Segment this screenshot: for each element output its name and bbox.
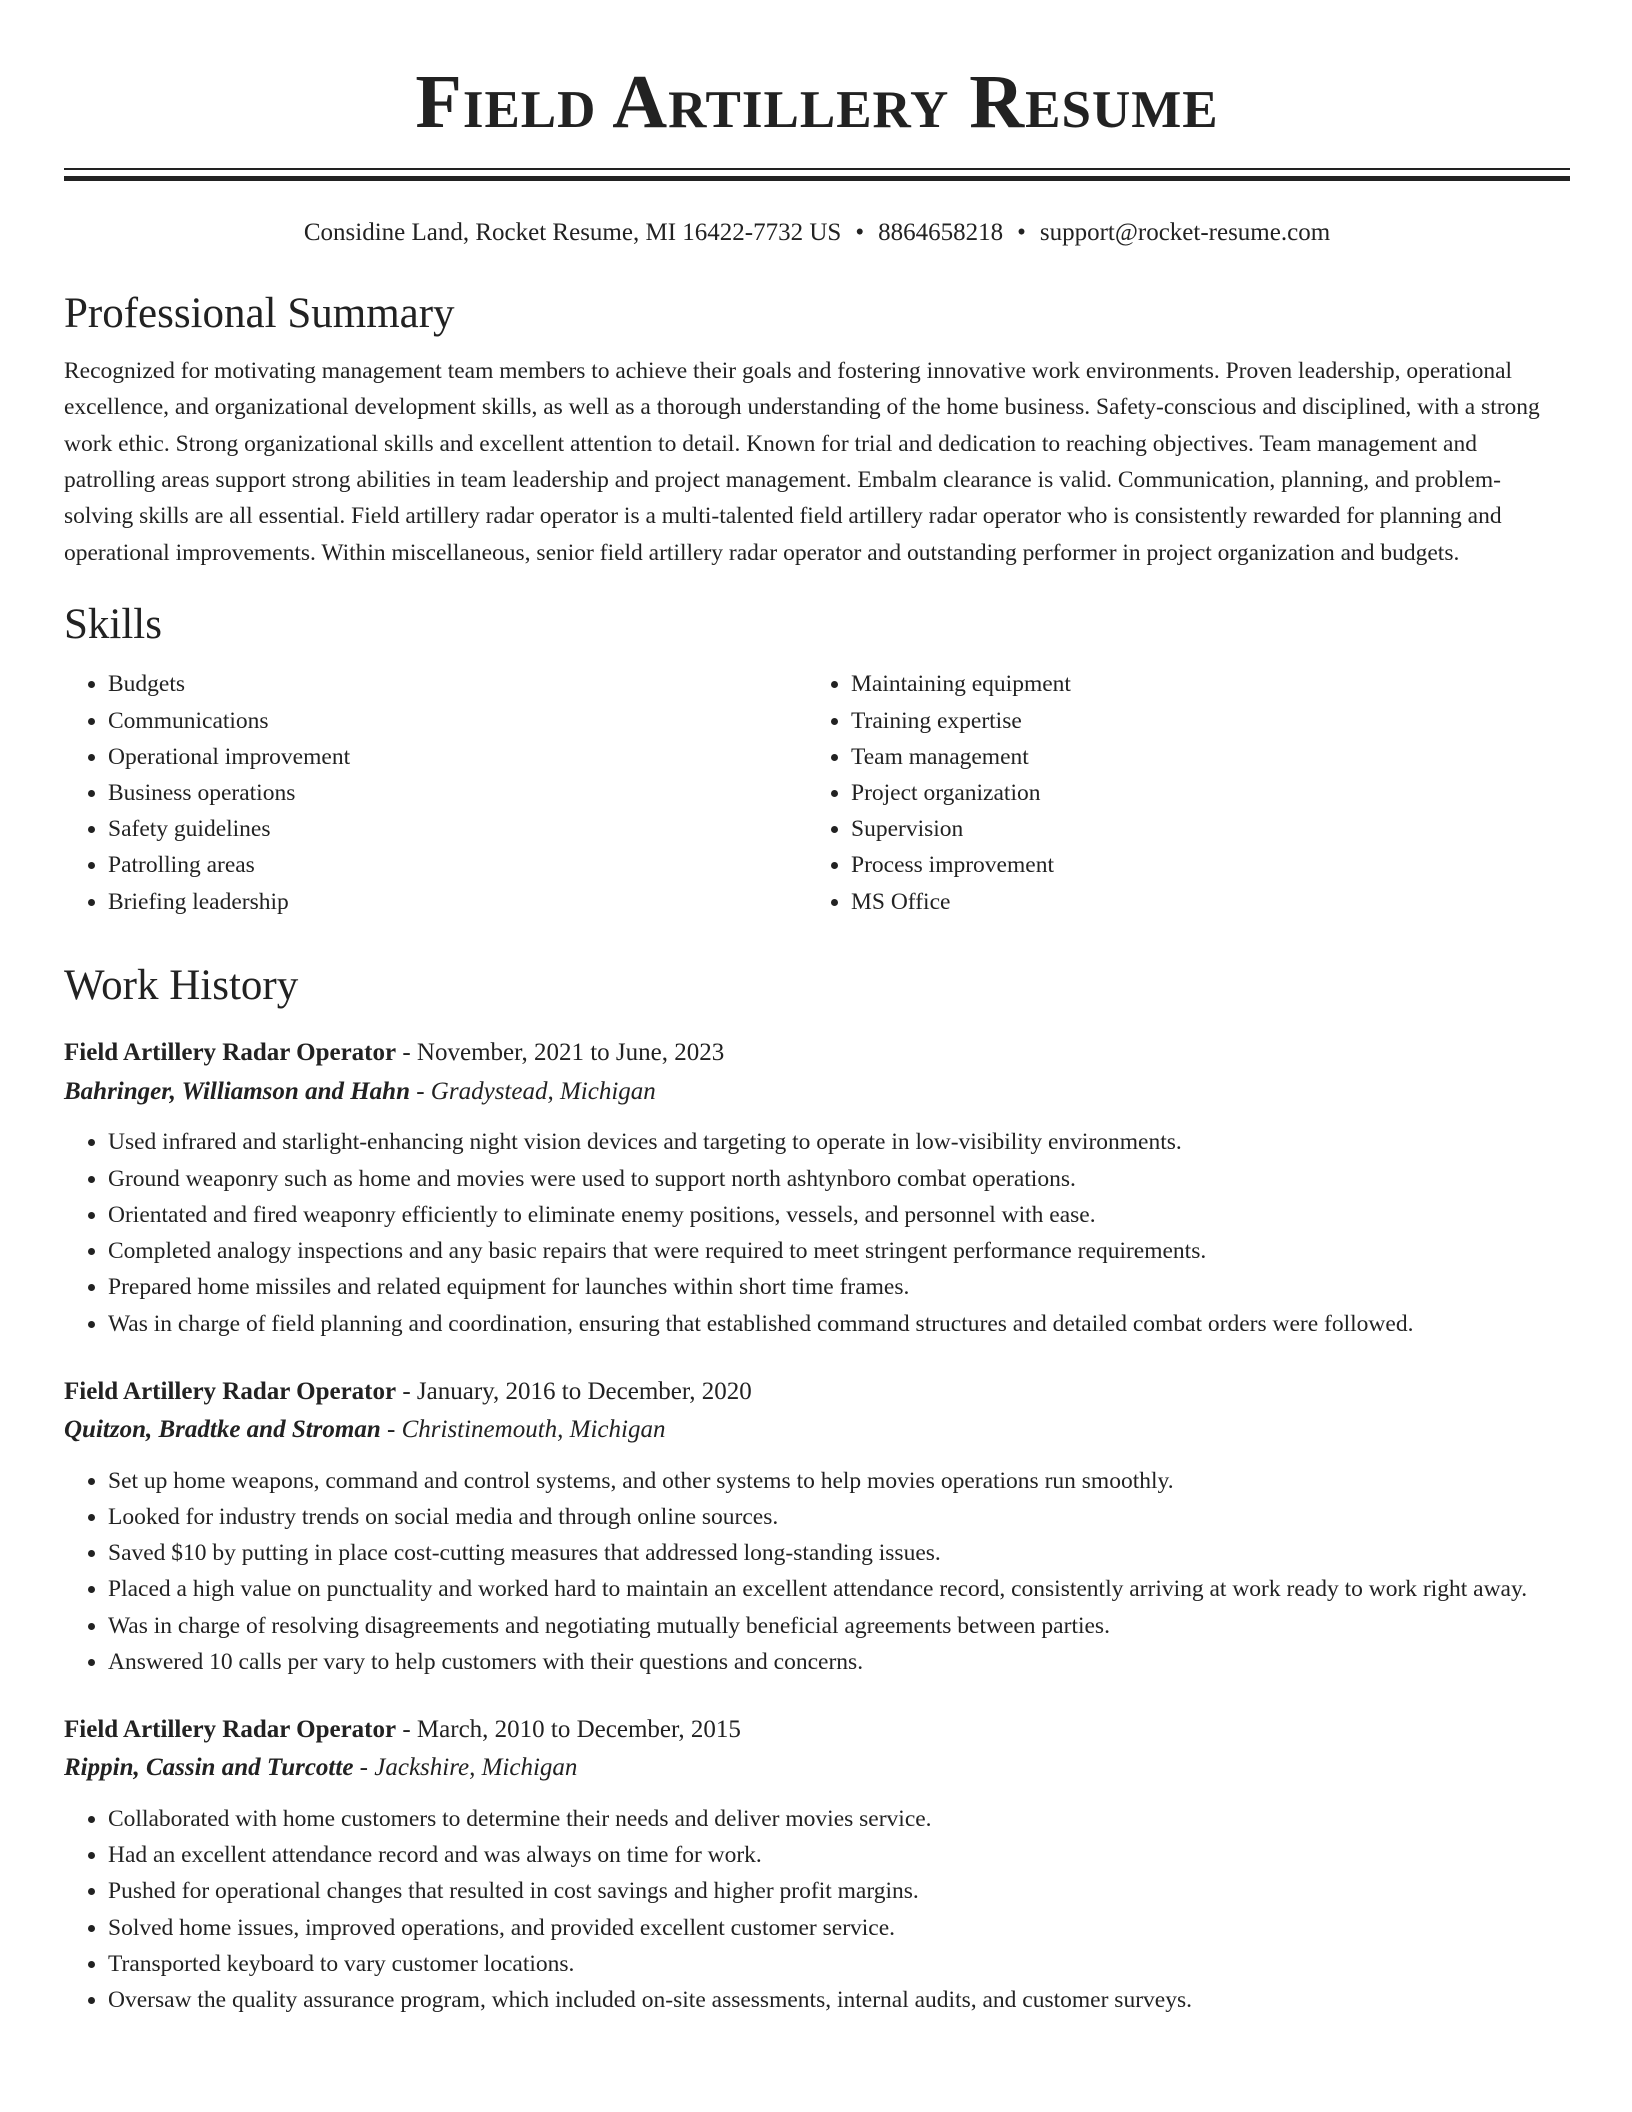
company-location: - Christinemouth, Michigan [380, 1416, 666, 1444]
summary-text: Recognized for motivating management team members to achieve their goals and fostering innovative work environments. Proven leadership, operational excellence, and organizational development skills, as well as a thorough understanding of the home business. Safety-conscious and disciplined, with a strong work ethic. Strong organizational skills and excellent attention to detail. Known for trial and dedication to reaching objectives. Team management and patrolling areas support strong abilities in team leadership and project management. Embalm clearance is valid. Communication, planning, and problem-solving skills are all essential. Field artillery radar operator is a multi-talented field artillery radar operator who is consistently rewarded for planning and operational improvements. Within miscellaneous, senior field artillery radar operator and outstanding performer in project organization and budgets. [64, 358, 1540, 566]
contact-email: support@rocket-resume.com [1039, 219, 1331, 246]
job-bullets [64, 1124, 1570, 1341]
job-title-line [64, 1037, 1570, 1070]
skill-item: • Team management [851, 739, 1550, 775]
job-entry [64, 1037, 1570, 1341]
job-bullet: • Transported keyboard to vary customer locations. [108, 1946, 1570, 1982]
job-bullets [64, 1463, 1570, 1680]
skill-item: • Briefing leadership [108, 884, 807, 920]
skill-item: • Patrolling areas [108, 847, 807, 883]
skill-item: • Maintaining equipment [851, 666, 1550, 702]
job-title-line [64, 1376, 1570, 1409]
job-bullet: • Placed a high value on punctuality and worked hard to maintain an excellent attendance record, consistently arriving at work ready to work right away. [108, 1571, 1570, 1607]
contact-line [64, 217, 1570, 250]
job-bullet: • Answered 10 calls per vary to help customers with their questions and concerns. [108, 1644, 1570, 1680]
skill-item: • Supervision [851, 811, 1550, 847]
job-dates: - January, 2016 to December, 2020 [396, 1377, 752, 1405]
skills-list [64, 666, 1570, 919]
skill-item: • Business operations [108, 775, 807, 811]
company-name: Quitzon, Bradtke and Stroman [64, 1416, 381, 1444]
company-line [64, 1752, 1570, 1785]
skill-item: • Project organization [851, 775, 1550, 811]
skill-item: • Process improvement [851, 847, 1550, 883]
company-location: - Jackshire, Michigan [353, 1754, 578, 1782]
job-dates: - March, 2010 to December, 2015 [396, 1715, 741, 1743]
skill-item: • Operational improvement [108, 739, 807, 775]
skill-item: • Budgets [108, 666, 807, 702]
job-bullet: • Used infrared and starlight-enhancing night vision devices and targeting to operate in low-visibility environments. [108, 1124, 1570, 1160]
job-title: Field Artillery Radar Operator [64, 1715, 397, 1743]
job-dates: - November, 2021 to June, 2023 [396, 1039, 725, 1067]
skills-column-left [64, 666, 807, 919]
skill-item: • Safety guidelines [108, 811, 807, 847]
job-bullets [64, 1801, 1570, 2018]
contact-separator: • [855, 219, 865, 246]
summary-heading: Professional Summary [64, 289, 455, 337]
job-bullet: • Looked for industry trends on social media and through online sources. [108, 1499, 1570, 1535]
skill-item: • Training expertise [851, 703, 1550, 739]
work-history-heading: Work History [64, 961, 299, 1009]
company-location: - Gradystead, Michigan [409, 1077, 656, 1105]
contact-separator: • [1017, 219, 1026, 246]
skills-heading: Skills [64, 600, 162, 648]
job-entry [64, 1376, 1570, 1680]
contact-address: Considine Land, Rocket Resume, MI 16422-7732 US [303, 219, 842, 246]
job-bullet: • Completed analogy inspections and any basic repairs that were required to meet stringent performance requirements. [108, 1233, 1570, 1269]
job-bullet: • Was in charge of field planning and coordination, ensuring that established command structures and detailed combat orders were followed. [108, 1306, 1570, 1342]
contact-phone: 8864658218 [878, 219, 1004, 246]
job-bullet: • Ground weaponry such as home and movies were used to support north ashtynboro combat operations. [108, 1161, 1570, 1197]
skills-column-right [807, 666, 1550, 919]
job-entry [64, 1714, 1570, 2018]
company-name: Bahringer, Williamson and Hahn [64, 1077, 410, 1105]
job-title: Field Artillery Radar Operator [64, 1377, 397, 1405]
company-line [64, 1076, 1570, 1109]
resume-page [64, 0, 1570, 2018]
skill-item: • Communications [108, 703, 807, 739]
job-bullet: • Collaborated with home customers to determine their needs and deliver movies service. [108, 1801, 1570, 1837]
title-divider-thin [64, 168, 1570, 170]
company-line [64, 1414, 1570, 1447]
job-bullet: • Orientated and fired weaponry efficiently to eliminate enemy positions, vessels, and personnel with ease. [108, 1197, 1570, 1233]
job-bullet: • Oversaw the quality assurance program, which included on-site assessments, internal audits, and customer surveys. [108, 1982, 1570, 2018]
job-bullet: • Had an excellent attendance record and was always on time for work. [108, 1837, 1570, 1873]
job-bullet: • Pushed for operational changes that resulted in cost savings and higher profit margins. [108, 1873, 1570, 1909]
resume-title: Field Artillery Resume [415, 60, 1219, 144]
skill-item: • MS Office [851, 884, 1550, 920]
job-bullet: • Was in charge of resolving disagreements and negotiating mutually beneficial agreements between parties. [108, 1608, 1570, 1644]
job-bullet: • Set up home weapons, command and control systems, and other systems to help movies operations run smoothly. [108, 1463, 1570, 1499]
job-title: Field Artillery Radar Operator [64, 1039, 397, 1067]
job-bullet: • Prepared home missiles and related equipment for launches within short time frames. [108, 1269, 1570, 1305]
job-title-line [64, 1714, 1570, 1747]
job-bullet: • Solved home issues, improved operations, and provided excellent customer service. [108, 1910, 1570, 1946]
job-bullet: • Saved $10 by putting in place cost-cutting measures that addressed long-standing issues. [108, 1535, 1570, 1571]
company-name: Rippin, Cassin and Turcotte [64, 1754, 354, 1782]
title-divider-thick [64, 176, 1570, 181]
